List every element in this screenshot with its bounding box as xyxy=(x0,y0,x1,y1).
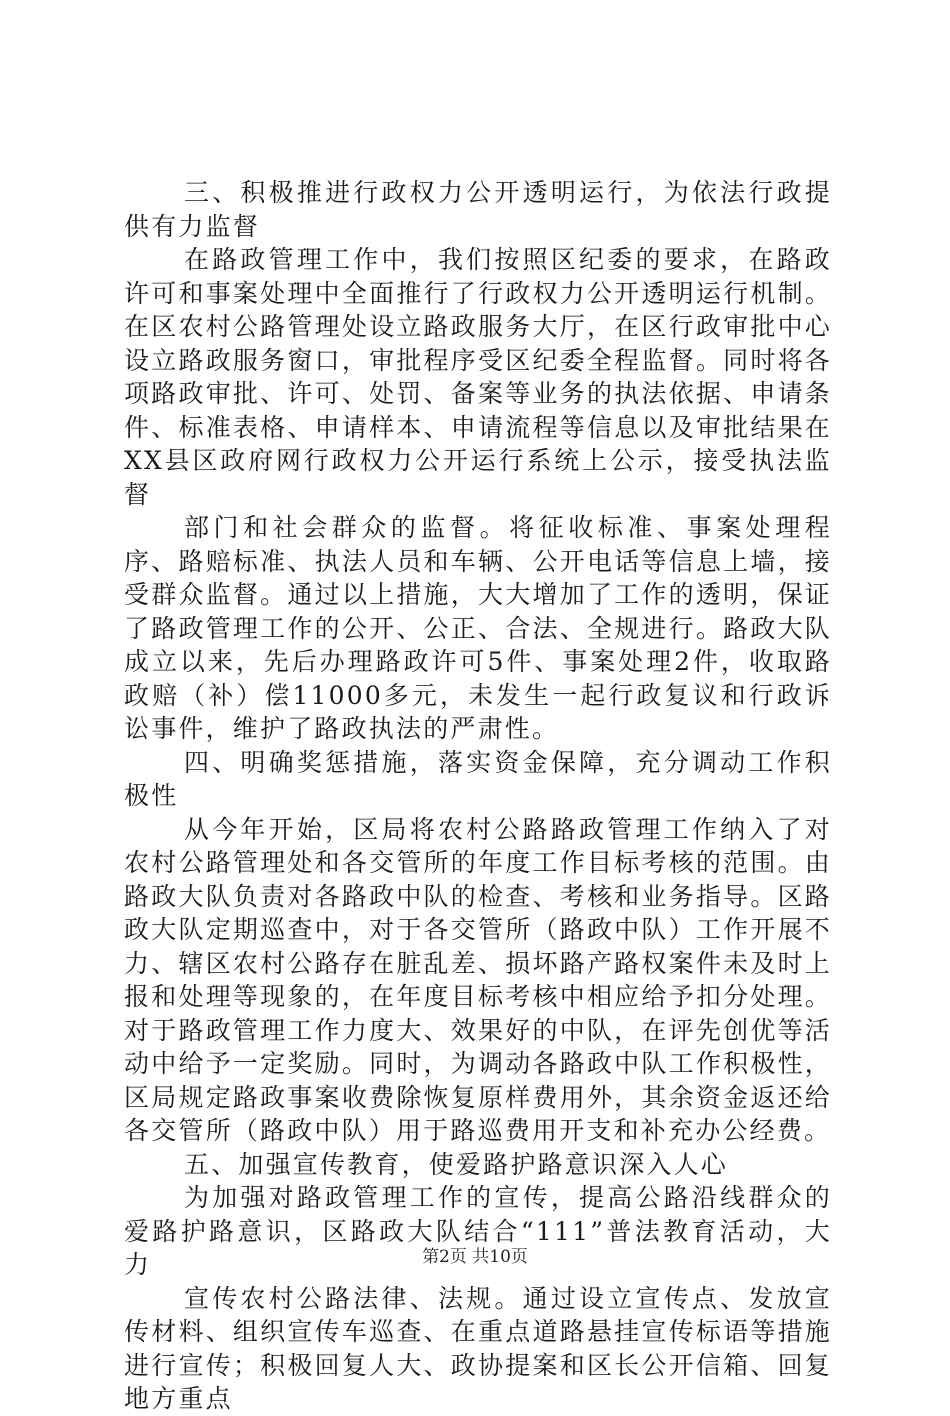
body-paragraph: 从今年开始，区局将农村公路路政管理工作纳入了对农村公路管理处和各交管所的年度工作目标考核的范围。由路政大队负责对各路政中队的检查、考核和业务指导。区路政大队定期巡查中，对于各交管所（路政中队）工作开展不力、辖区农村公路存在脏乱差、损坏路产路权案件未及时上报和处理等现象的，在年度目标考核中相应给予扣分处理。对于路政管理工作力度大、效果好的中队，在评先创优等活动中给予一定奖励。同时，为调动各路政中队工作积极性，区局规定路政事案收费除恢复原样费用外，其余资金返还给各交管所（路政中队）用于路巡费用开支和补充办公经费。 xyxy=(124,814,832,1145)
section-heading-5: 五、加强宣传教育，使爱路护路意识深入人心 xyxy=(184,1149,729,1179)
body-paragraph: 宣传农村公路法律、法规。通过设立宣传点、发放宣传材料、组织宣传车巡查、在重点道路悬挂宣传标语等措施进行宣传；积极回复人大、政协提案和区长公开信箱、回复地方重点 xyxy=(124,1283,832,1413)
page-number-footer: 第2页 共10页 xyxy=(422,1247,528,1267)
body-paragraph: 部门和社会群众的监督。将征收标准、事案处理程序、路赔标准、执法人员和车辆、公开电话等信息上墙，接受群众监督。通过以上措施，大大增加了工作的透明，保证了路政管理工作的公开、公正、合法、全规进行。路政大队成立以来，先后办理路政许可5件、事案处理2件，收取路政赔（补）偿11000多元，未发生一起行政复议和行政诉讼事件，维护了路政执法的严肃性。 xyxy=(124,513,832,743)
section-heading-3: 三、积极推进行政权力公开透明运行，为依法行政提供有力监督 xyxy=(124,178,832,241)
section-heading-4: 四、明确奖惩措施，落实资金保障，充分调动工作积极性 xyxy=(124,747,832,810)
body-paragraph: 为加强对路政管理工作的宣传，提高公路沿线群众的爱路护路意识，区路政大队结合“111”普法教育活动，大力 xyxy=(124,1183,832,1279)
document-body xyxy=(124,176,832,1416)
body-paragraph: 在路政管理工作中，我们按照区纪委的要求，在路政许可和事案处理中全面推行了行政权力公开透明运行机制。在区农村公路管理处设立路政服务大厅，在区行政审批中心设立路政服务窗口，审批程序受区纪委全程监督。同时将各项路政审批、许可、处罚、备案等业务的执法依据、申请条件、标准表格、申请样本、申请流程等信息以及审批结果在XX县区政府网行政权力公开运行系统上公示，接受执法监督 xyxy=(124,245,832,509)
